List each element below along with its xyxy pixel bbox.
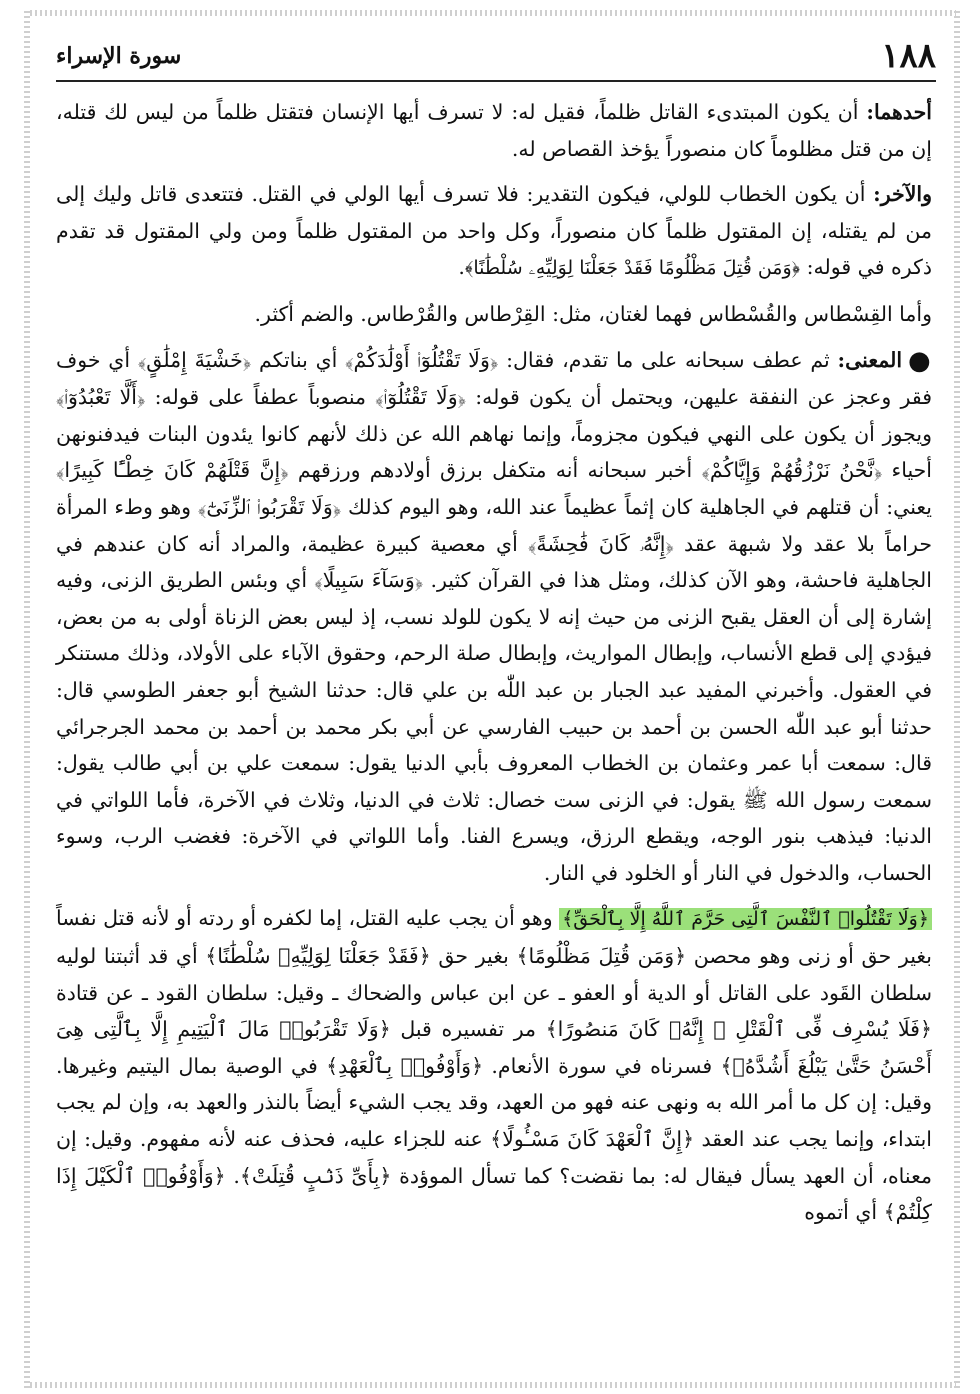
page-border-bottom: [30, 1382, 956, 1388]
term-al-akhar: والآخر:: [873, 182, 932, 207]
paragraph-first-reading: [56, 94, 932, 167]
bullet-icon: ●: [908, 345, 933, 376]
paragraph-text: أن يكون المبتدىء القاتل ظلماً، فقيل له: لا تسرف أيها الإنسان فتقتل ظلماً من ليس لك قتله، إن من قتل مظلوماً كان منصوراً يؤخذ القصاص له.: [56, 100, 932, 161]
paragraph-second-reading: [56, 176, 932, 287]
header-divider: [56, 80, 936, 82]
page-border-top: [30, 10, 956, 16]
page-header: [56, 36, 936, 76]
paragraph-text: ثم عطف سبحانه على ما تقدم، فقال: ﴿وَلَا تَقْتُلُوٓا۟ أَوْلَٰدَكُمْ﴾ أي بناتكم ﴿خَشْيَةَ إِمْلَٰقٍ﴾ أي خوف فقر وعجز عن النفقة عليهن، ويحتمل أن يكون قوله: ﴿وَلَا تَقْتُلُوٓا۟﴾ منصوباً عطفاً على قوله: ﴿أَلَّا تَعْبُدُوٓا۟﴾ ويجوز أن يكون على النهي فيكون مجزوماً، وإنما نهاهم الله عن ذلك لأنهم كانوا يئدون البنات فيدفنونهن أحياء ﴿نَّحْنُ نَرْزُقُهُمْ وَإِيَّاكُمْ﴾ أخبر سبحانه أنه متكفل برزق أولادهم ورزقهم ﴿إِنَّ قَتْلَهُمْ كَانَ خِطْـًٔا كَبِيرًا﴾ يعني: أن قتلهم في الجاهلية كان إثماً عظيماً عند الله، وهو اليوم كذلك ﴿وَلَا تَقْرَبُوا۟ ٱلزِّنَىٰٓ﴾ وهو وطء المرأة حراماً بلا عقد ولا شبهة عقد ﴿إِنَّهُۥ كَانَ فَٰحِشَةً﴾ أي معصية كبيرة عظيمة، والمراد أنه كان عندهم في الجاهلية فاحشة، وهو الآن كذلك، ومثل هذا في القرآن كثير. ﴿وَسَآءَ سَبِيلًا﴾ أي وبئس الطريق الزنى، وفيه إشارة إلى أن العقل يقبح الزنى من حيث إنه لا يكون للولد نسب، إذ ليس بعض الزناة أولى به من بعض، فيؤدي إلى قطع الأنساب، وإبطال المواريث، وإبطال صلة الرحم، وحقوق الآباء على الأولاد، وذلك مستنكر في العقول. وأخبرني المفيد عبد الجبار بن عبد اللّٰه بن علي قال: حدثنا الشيخ أبو جعفر الطوسي قال: حدثنا أبو عبد اللّٰه الحسن بن أحمد بن حبيب الفارسي عن أبي بكر محمد بن أحمد بن محمد الجرجرائي قال: سمعت أبا عمر وعثمان بن الخطاب المعروف بأبي الدنيا يقول: سمعت علي بن أبي طالب يقول: سمعت رسول الله ﷺ يقول: في الزنى ست خصال: ثلاث في الدنيا، وثلاث في الآخرة، فأما اللواتي في الدنيا: فيذهب بنور الوجه، ويقطع الرزق، ويسرع الفنا. وأما اللواتي في الآخرة: فغضب الرب، وسوء الحساب، والدخول في النار أو الخلود في النار.: [56, 347, 932, 885]
paragraph-text: وهو أن يجب عليه القتل، إما لكفره أو ردته أو لأنه قتل نفساً بغير حق أو زنى وهو محصن ﴿وَمَن قُتِلَ مَظْلُومًا﴾ بغير حق ﴿فَقَدْ جَعَلْنَا لِوَلِيِّهِۦ سُلْطَٰنًا﴾ أي قد أثبتنا لوليه سلطان القَود على القاتل أو الدية أو العفو ـ عن ابن عباس والضحاك ـ وقيل: سلطان القود ـ عن قتادة ﴿فَلَا يُسْرِف فِّى ٱلْقَتْلِ ۖ إِنَّهُۥ كَانَ مَنصُورًا﴾ مر تفسيره قبل ﴿وَلَا تَقْرَبُوا۟ مَالَ ٱلْيَتِيمِ إِلَّا بِٱلَّتِى هِىَ أَحْسَنُ حَتَّىٰ يَبْلُغَ أَشُدَّهُۥ﴾ فسرناه في سورة الأنعام. ﴿وَأَوْفُوا۟ بِٱلْعَهْدِ﴾ في الوصية بمال اليتيم وغيرها. وقيل: إن كل ما أمر الله به ونهى عنه فهو من العهد، وقد يجب الشيء أيضاً بالنذر والعهد به، وإن لم يجب ابتداء، وإنما يجب عند العقد ﴿إِنَّ ٱلْعَهْدَ كَانَ مَسْـُٔولًا﴾ عنه للجزاء عليه، فحذف عنه لأنه مفهوم. وقيل: إن معناه، أن العهد يسأل فيقال له: بما نقضت؟ كما تسأل الموؤدة ﴿بِأَىِّ ذَنۢبٍ قُتِلَتْ﴾. ﴿وَأَوْفُوا۟ ٱلْكَيْلَ إِذَا كِلْتُمْ﴾ أي أتموه: [56, 906, 932, 1225]
term-ahaduhuma: أحدهما:: [866, 100, 932, 124]
surah-title: سورة الإسراء: [56, 43, 182, 69]
paragraph-tail: .: [458, 255, 465, 280]
page-border-left: [24, 10, 30, 1388]
paragraph-qistas: [56, 296, 932, 333]
paragraph-text: وأما القِسْطاس والقُسْطاس فهما لغتان، مثل: القِرْطاس والقُرْطاس. والضم أكثر.: [254, 301, 932, 326]
quran-verse: ﴿وَمَن قُتِلَ مَظْلُومًا فَقَدْ جَعَلْنَا لِوَلِيِّهِۦ سُلْطَٰنًا﴾: [464, 257, 801, 280]
paragraph-meaning: [56, 342, 932, 892]
paragraph-nafs: [56, 900, 932, 1230]
term-al-mana: المعنى:: [837, 347, 903, 372]
highlighted-verse: ﴿وَلَا تَقْتُلُوا۟ ٱلنَّفْسَ ٱلَّتِى حَرَّمَ ٱللَّهُ إِلَّا بِٱلْحَقِّ﴾: [559, 908, 932, 930]
page-border-right: [954, 10, 960, 1388]
page-content: [56, 94, 932, 1231]
paragraph-text: أن يكون الخطاب للولي، فيكون التقدير: فلا تسرف أيها الولي في القتل. فتتعدى قاتل وليك إلى من لم يقتله، إن المقتول ظلماً كان منصوراً، وكل واحد من المقتول ظلماً ومن ولي المقتول قد تقدم ذكره في قوله:: [56, 182, 932, 280]
page-number: ١٨٨: [881, 36, 936, 76]
